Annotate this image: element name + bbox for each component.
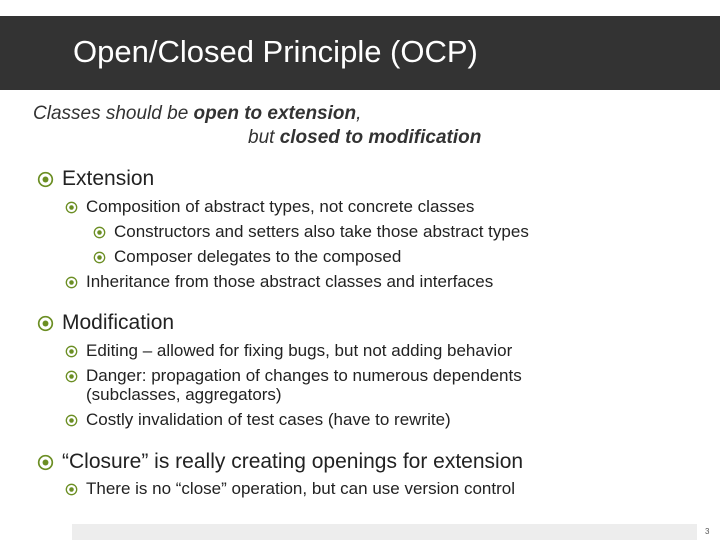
list-item-label: Danger: propagation of changes to numerous dependents	[86, 366, 522, 385]
subtitle-line-2-prefix: but	[248, 127, 280, 148]
circled-dot-icon	[37, 315, 54, 332]
list-item-label: Composer delegates to the composed	[114, 247, 402, 266]
list-item	[65, 366, 522, 386]
list-item-label: Costly invalidation of test cases (have to rewrite)	[86, 410, 451, 429]
list-item	[65, 479, 515, 499]
list-item	[65, 341, 512, 361]
list-item	[93, 247, 401, 267]
section-heading-closure	[37, 450, 523, 474]
subtitle-line-1-prefix: Classes should be	[33, 103, 194, 124]
list-item-label: Constructors and setters also take those abstract types	[114, 222, 529, 241]
subtitle-line-1-bold: open to extension	[193, 103, 357, 124]
list-item-label: There is no “close” operation, but can use version control	[86, 479, 516, 498]
circled-dot-icon	[37, 454, 54, 471]
section-heading-label: Extension	[62, 167, 155, 190]
circled-dot-icon	[65, 414, 78, 427]
section-heading-label: Modification	[62, 311, 175, 334]
page-number: 3	[705, 527, 710, 536]
subtitle-line-2-bold: closed to modification	[279, 127, 482, 148]
section-heading-label: “Closure” is really creating openings for extension	[62, 450, 524, 473]
section-heading-modification	[37, 311, 174, 335]
circled-dot-icon	[65, 201, 78, 214]
footer-bar	[72, 524, 697, 540]
list-item-label: Inheritance from those abstract classes and interfaces	[86, 272, 494, 291]
list-item	[65, 197, 474, 217]
circled-dot-icon	[65, 276, 78, 289]
list-item	[65, 272, 493, 292]
circled-dot-icon	[65, 345, 78, 358]
list-item	[93, 222, 529, 242]
list-item	[65, 410, 451, 430]
list-item-label: Composition of abstract types, not concrete classes	[86, 197, 475, 216]
subtitle-line-2	[248, 127, 481, 149]
circled-dot-icon	[65, 483, 78, 496]
section-heading-extension	[37, 167, 154, 191]
subtitle-line-1	[33, 103, 361, 125]
circled-dot-icon	[93, 226, 106, 239]
list-item-continuation: (subclasses, aggregators)	[86, 385, 282, 404]
subtitle-line-1-suffix: ,	[356, 103, 362, 124]
slide-title: Open/Closed Principle (OCP)	[73, 34, 478, 69]
circled-dot-icon	[65, 370, 78, 383]
circled-dot-icon	[93, 251, 106, 264]
list-item-label: Editing – allowed for fixing bugs, but not adding behavior	[86, 341, 513, 360]
circled-dot-icon	[37, 171, 54, 188]
